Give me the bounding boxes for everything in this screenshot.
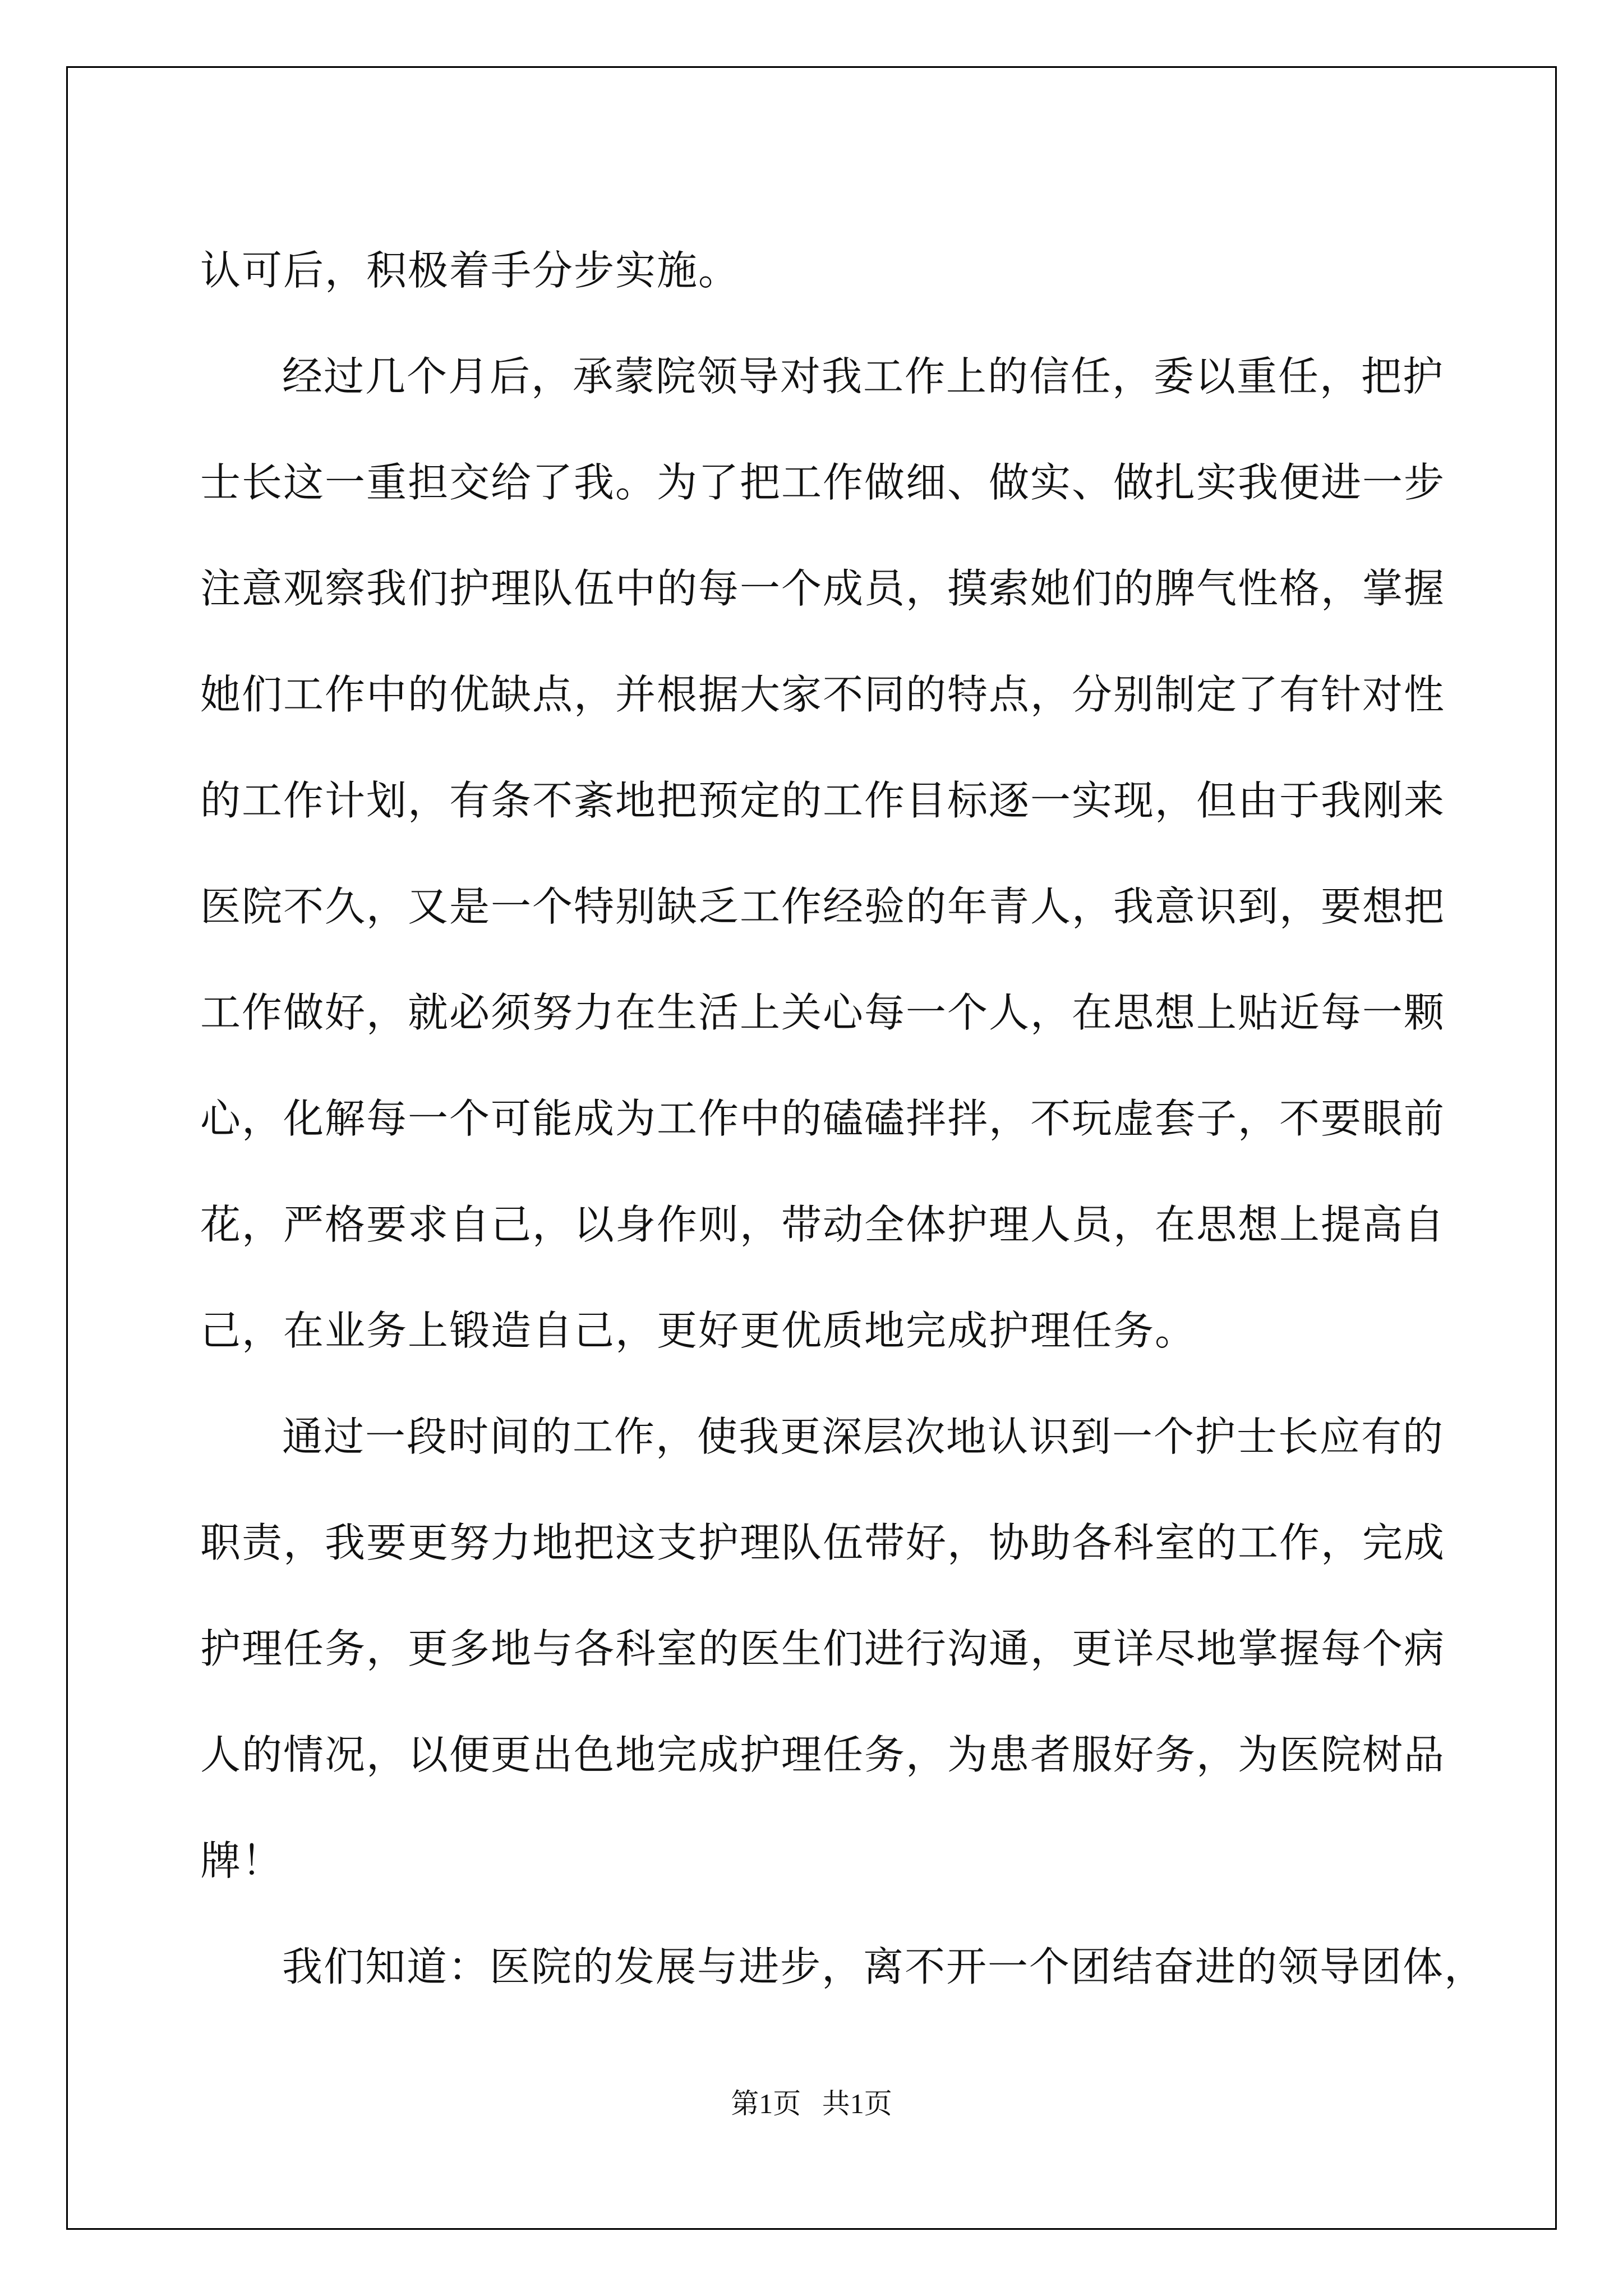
text-line-13: 职责，我要更努力地把这支护理队伍带好，协助各科室的工作，完成 [200, 1519, 1446, 1566]
text-line-5: 她们工作中的优缺点，并根据大家不同的特点，分别制定了有针对性 [200, 671, 1446, 718]
text-line-17: 我们知道：医院的发展与进步，离不开一个团结奋进的领导团体， [282, 1943, 1486, 1990]
text-line-6: 的工作计划，有条不紊地把预定的工作目标逐一实现，但由于我刚来 [200, 777, 1446, 824]
text-line-11: 己，在业务上锻造自己，更好更优质地完成护理任务。 [200, 1307, 1197, 1354]
text-line-1: 认可后，积极着手分步实施。 [200, 247, 740, 294]
text-line-14: 护理任务，更多地与各科室的医生们进行沟通，更详尽地掌握每个病 [200, 1625, 1446, 1672]
text-line-9: 心，化解每一个可能成为工作中的磕磕拌拌，不玩虚套子，不要眼前 [200, 1095, 1446, 1142]
text-line-10: 花，严格要求自己，以身作则，带动全体护理人员，在思想上提高自 [200, 1201, 1446, 1248]
text-line-4: 注意观察我们护理队伍中的每一个成员，摸索她们的脾气性格，掌握 [200, 565, 1446, 612]
page-total: 共1页 [822, 2088, 892, 2119]
text-line-15: 人的情况，以便更出色地完成护理任务，为患者服好务，为医院树品 [200, 1731, 1446, 1778]
page-number: 第1页 [731, 2088, 801, 2119]
text-line-16: 牌！ [200, 1837, 284, 1884]
text-line-3: 士长这一重担交给了我。为了把工作做细、做实、做扎实我便进一步 [200, 459, 1446, 506]
document-body [200, 218, 1486, 2020]
text-line-12: 通过一段时间的工作，使我更深层次地认识到一个护士长应有的 [282, 1413, 1445, 1460]
text-line-8: 工作做好，就必须努力在生活上关心每一个人，在思想上贴近每一颗 [200, 989, 1446, 1036]
text-line-2: 经过几个月后，承蒙院领导对我工作上的信任，委以重任，把护 [282, 353, 1445, 400]
text-line-7: 医院不久，又是一个特别缺乏工作经验的年青人，我意识到，要想把 [200, 883, 1446, 930]
page-footer [0, 2087, 1623, 2120]
